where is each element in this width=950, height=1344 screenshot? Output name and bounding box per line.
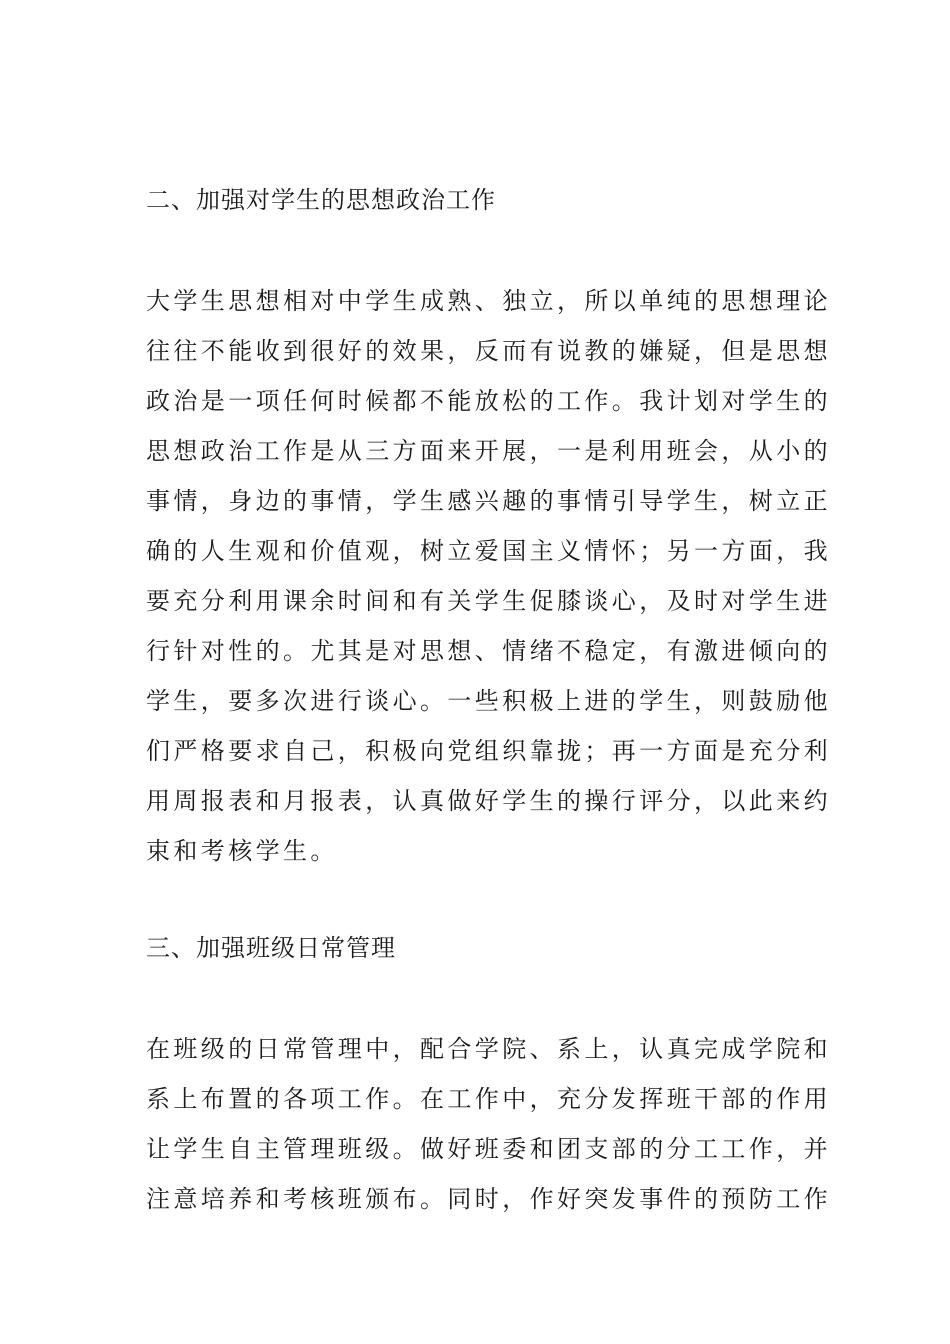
- paragraph-line: 确的人生观和价值观，树立爱国主义情怀；另一方面，我: [146, 537, 831, 565]
- paragraph-line: 思想政治工作是从三方面来开展，一是利用班会，从小的: [146, 437, 831, 465]
- paragraph-line: 政治是一项任何时候都不能放松的工作。我计划对学生的: [146, 387, 831, 415]
- paragraph-line: 学生，要多次进行谈心。一些积极上进的学生，则鼓励他: [146, 687, 831, 715]
- paragraph-line: 让学生自主管理班级。做好班委和团支部的分工工作，并: [146, 1135, 831, 1163]
- paragraph-line: 大学生思想相对中学生成熟、独立，所以单纯的思想理论: [146, 287, 831, 315]
- paragraph-line: 们严格要求自己，积极向党组织靠拢；再一方面是充分利: [146, 737, 831, 765]
- paragraph-line: 行针对性的。尤其是对思想、情绪不稳定，有激进倾向的: [146, 637, 831, 665]
- paragraph-line: 束和考核学生。: [146, 837, 338, 865]
- paragraph-line: 注意培养和考核班颁布。同时，作好突发事件的预防工作: [146, 1185, 831, 1213]
- paragraph-line: 在班级的日常管理中，配合学院、系上，认真完成学院和: [146, 1035, 831, 1063]
- paragraph-line: 事情，身边的事情，学生感兴趣的事情引导学生，树立正: [146, 487, 831, 515]
- paragraph-line: 用周报表和月报表，认真做好学生的操行评分，以此来约: [146, 787, 831, 815]
- section-3-heading: 三、加强班级日常管理: [146, 934, 396, 962]
- paragraph-line: 往往不能收到很好的效果，反而有说教的嫌疑，但是思想: [146, 337, 831, 365]
- paragraph-line: 要充分利用课余时间和有关学生促膝谈心，及时对学生进: [146, 587, 831, 615]
- paragraph-line: 系上布置的各项工作。在工作中，充分发挥班干部的作用: [146, 1085, 831, 1113]
- section-2-heading: 二、加强对学生的思想政治工作: [146, 186, 496, 214]
